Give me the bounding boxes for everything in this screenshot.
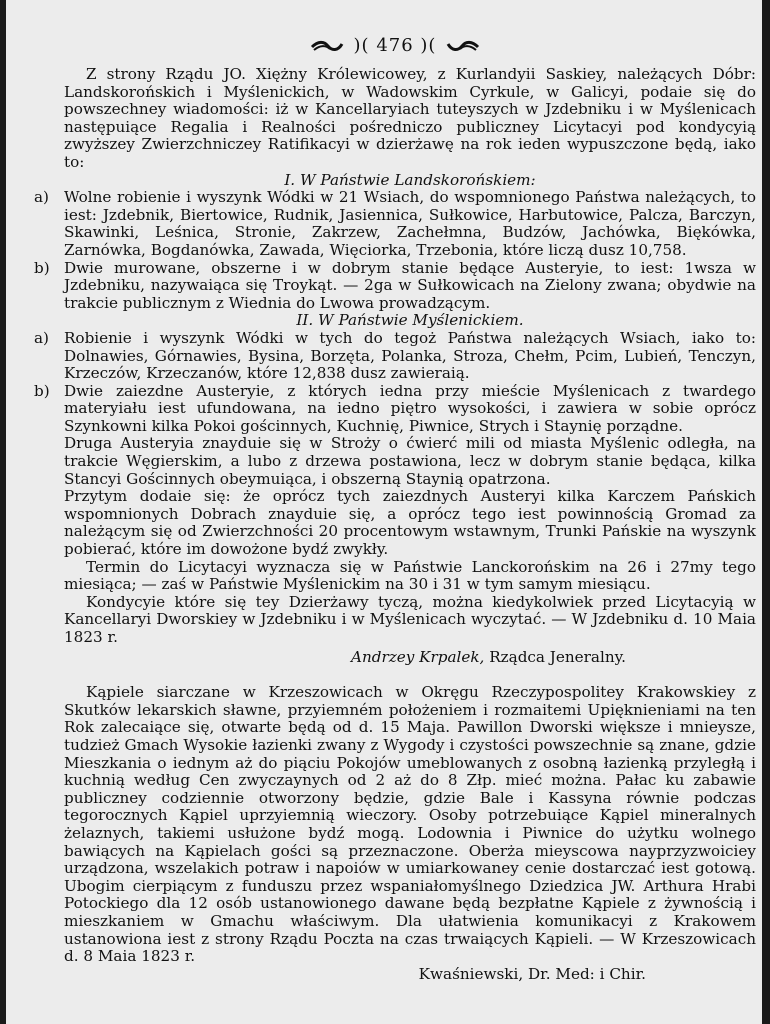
paragraph-druga-austeryia: Druga Austeryia znayduie się w Stroży o ćwierć mili od miasta Myślenic odległa, na trakcie Węgierskim, a lubo z drzewa postawiona, lecz w dobrym stanie będąca, kilka Stancyi Gościnnych obeymuiąca, i obszerną Staynią opatrzona.: [64, 434, 756, 488]
notice-estates-lease: [34, 65, 756, 666]
scan-edge-right: [762, 0, 770, 1024]
signature-block: [64, 649, 756, 667]
list-item-1b: b) Dwie murowane, obszerne i w dobrym stanie będące Austeryie, to iest: 1wsza w Jzdebniku, nazywaiąca się Troykąt. — 2ga w Sułkowicach na Zielony zwana; obydwie na trakcie publicznym z Wiednia do Lwowa prowadzącym.: [34, 258, 756, 312]
list-item-1a: a) Wolne robienie i wyszynk Wódki w 21 Wsiach, do wspomnionego Państwa należących, to iest: Jzdebnik, Biertowice, Rudnik, Jasiennica, Sułkowice, Harbutowice, Palcza, Barczyn, Skawinki, Leśnica, Stronie, Zakrzew, Zachełmna, Budzów, Jachówka, Biękówka, Zarnówka, Bogdanówka, Zawada, Więciorka, Trzebonia, które liczą dusz 10,758.: [34, 188, 756, 259]
page-number: )( 476 )(: [353, 35, 437, 57]
page-header: [34, 26, 756, 66]
list-item-2b: b) Dwie zaiezdne Austeryie, z których iedna przy mieście Myślenicach z twardego materyiału iest ufundowana, na iedno piętro wysokości, i zawiera w sobie oprócz Szynkowni kilka Pokoi gościnnych, Kuchnię, Piwnice, Strych i Staynię porządne.: [34, 381, 756, 435]
paragraph-przytym: Przytym dodaie się: że oprócz tych zaiezdnych Austeryi kilka Karczem Pańskich wspomnionych Dobrach znayduie się, a oprócz tego iest powinnością Gromad za należącym się od Zwierzchności 20 procentowym wstawnym, Trunki Pańskie na wyszynk pobierać, które im dowożone bydź zwykły.: [64, 487, 756, 559]
notice-separator: [64, 666, 756, 684]
notice-intro: Z strony Rządu JO. Xiężny Królewicowey, z Kurlandyii Saskiey, należących Dóbr: Landskorońskich i Myślenickich, w Wadowskim Cyrkule, w Galicyi, podaie się do powszechney wiadomości: iż w Kancellaryiach tuteyszych w Jzdebniku i w Myślenicach następuiące Regalia i Realności pośredniczo publiczney Licytacyi pod kondycyią zwyższey Zwierzchniczey Ratifikacyi w dzierżawę na rok ieden wypuszczone będą, iako to:: [64, 65, 756, 171]
ornament-right-icon: [446, 39, 480, 53]
list-item-2a: a) Robienie i wyszynk Wódki w tych do tegoż Państwa należących Wsiach, iako to: Dolnawies, Górnawies, Bysina, Borzęta, Polanka, Stroza, Chełm, Pcim, Lubień, Tenczyn, Krzeczów, Krzeczanów, które 12,838 dusz zawieraią.: [34, 328, 756, 383]
paragraph-kondycyie: Kondycyie które się tey Dzierżawy tyczą, można kiedykolwiek przed Licytacyią w Kancellaryi Dworskiey w Jzdebniku i w Myślenicach wyczytać. — W Jzdebniku d. 10 Maia 1823 r.: [64, 592, 756, 646]
signature-title: Rządca Jeneralny.: [489, 647, 626, 666]
section-heading-myslenickie: II. W Państwie Myślenickiem.: [296, 311, 524, 330]
ornament-left-icon: [310, 39, 344, 53]
baths-body: Kąpiele siarczane w Krzeszowicach w Okręgu Rzeczypospolitey Krakowskiey z Skutków lekarskich sławne, przyiemném położeniem i rozmaitemi Upięknieniami na ten Rok zalecaiące się, otwarte będą od d. 15 Maja. Pawillon Dworski większe i mnieysze, tudzież Gmach Wysokie łazienki zwany z Wygody i czystości powszechnie są znane, gdzie Mieszkania o iednym aż do piąciu Pokojów umeblowanych z osobną łazienką przyległą i kuchnią według Cen zwyczaynych od 2 aż do 8 Złp. mieć można. Pałac ku zabawie publiczney codziennie otworzony będzie, gdzie Bale i Kassyna równie podczas tegorocznych Kąpiel uprzyiemnią wieczory. Osoby potrzebuiące Kąpiel mineralnych żelaznych, takiemi usłużone bydź mogą. Lodownia i Piwnice do użytku wolnego bawiących na Kąpielach gości są przeznaczone. Oberża mieyscowa nayprzyzwoiciey urządzona, wszelakich potraw i napoiów w umiarkowaney cenie dostarczać iest gotową. Ubogim cierpiącym z funduszu przez wspaniałomyślnego Dziedzica JW. Arthura Hrabi Potockiego dla 12 osób ustanowionego dawane będą bezpłatne Kąpiele z żywnością i mieszkaniem w Gmachu właściwym. Dla ułatwienia komunikacyi z Krakowem ustanowiona iest z strony Rządu Poczta na czas trwaiących Kąpieli. — W Krzeszowicach d. 8 Maia 1823 r.: [64, 683, 756, 966]
paragraph-termin: Termin do Licytacyi wyznacza się w Państwie Lanckorońskim na 26 i 27my tego miesiąca; — zaś w Państwie Myślenickim na 30 i 31 w tym samym miesiącu.: [64, 557, 756, 594]
section-heading-landskoronskie: I. W Państwie Landskorońskiem:: [284, 170, 536, 189]
baths-signature: Kwaśniewski, Dr. Med: i Chir.: [418, 964, 646, 983]
signature-name: Andrzey Krpalek,: [350, 647, 485, 666]
notice-krzeszowice-baths: [64, 684, 756, 983]
scan-edge-left: [0, 0, 6, 1024]
